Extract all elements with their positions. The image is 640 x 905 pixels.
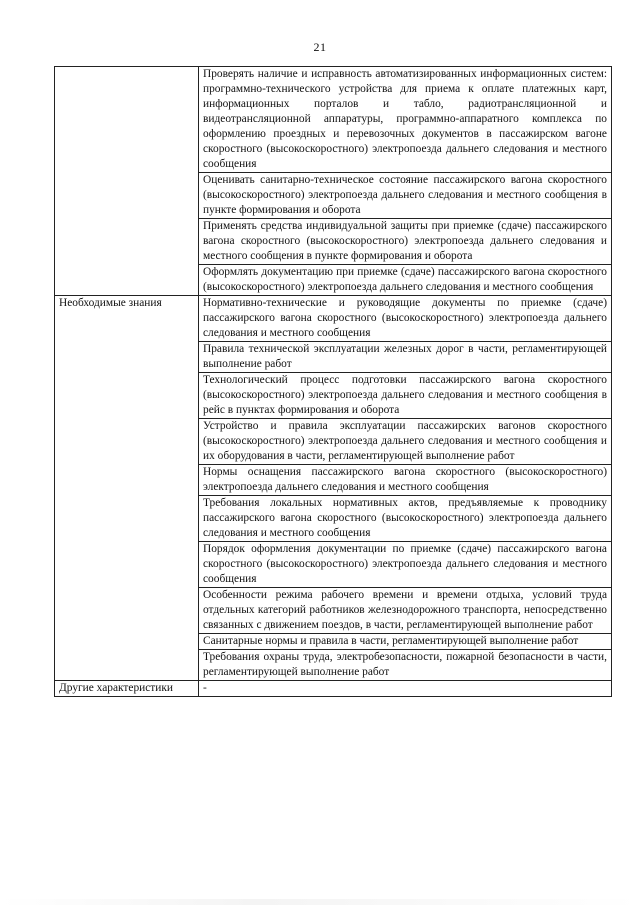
table-cell: Оформлять документацию при приемке (сдаче) пассажирского вагона скоростного (высокоскоростного) электропоезда дальнего следования и местного сообщения bbox=[199, 265, 612, 296]
table-row bbox=[55, 296, 612, 342]
page-number: 21 bbox=[313, 40, 327, 54]
table-cell: - bbox=[199, 681, 612, 697]
table-cell: Санитарные нормы и правила в части, регламентирующей выполнение работ bbox=[199, 634, 612, 650]
table-cell: Требования охраны труда, электробезопасности, пожарной безопасности в части, регламентирующей выполнение работ bbox=[199, 650, 612, 681]
row-label bbox=[55, 67, 199, 296]
row-label-other: Другие характеристики bbox=[55, 681, 199, 697]
table-cell: Применять средства индивидуальной защиты при приемке (сдаче) пассажирского вагона скоростного (высокоскоростного) электропоезда дальнего следования и местного сообщения в пункте формирования и оборота bbox=[199, 219, 612, 265]
table-cell: Нормы оснащения пассажирского вагона скоростного (высокоскоростного) электропоезда дальнего следования и местного сообщения bbox=[199, 465, 612, 496]
table-cell: Требования локальных нормативных актов, предъявляемые к проводнику пассажирского вагона скоростного (высокоскоростного) электропоезда дальнего следования и местного сообщения bbox=[199, 496, 612, 542]
table-cell: Устройство и правила эксплуатации пассажирских вагонов скоростного (высокоскоростного) электропоезда дальнего следования и местного сообщения и их оборудования в части, регламентирующей выполнение работ bbox=[199, 419, 612, 465]
row-label-knowledge: Необходимые знания bbox=[55, 296, 199, 681]
table-cell: Правила технической эксплуатации железных дорог в части, регламентирующей выполнение работ bbox=[199, 342, 612, 373]
table-row bbox=[55, 681, 612, 697]
table-cell: Технологический процесс подготовки пассажирского вагона скоростного (высокоскоростного) электропоезда дальнего следования и местного сообщения в рейс в пунктах формирования и оборота bbox=[199, 373, 612, 419]
table-cell: Особенности режима рабочего времени и времени отдыха, условий труда отдельных категорий работников железнодорожного транспорта, непосредственно связанных с движением поездов, в части, регламентирующей выполнение работ bbox=[199, 588, 612, 634]
table-cell: Проверять наличие и исправность автоматизированных информационных систем: программно-технического устройства для приема к оплате платежных карт, информационных порталов и табло, радиотрансляционной и видеотрансляционной аппаратуры, программно-аппаратного комплекса по оформлению проездных и перевозочных документов в пассажирском вагоне скоростного (высокоскоростного) электропоезда дальнего следования и местного сообщения bbox=[199, 67, 612, 173]
table-cell: Нормативно-технические и руководящие документы по приемке (сдаче) пассажирского вагона скоростного (высокоскоростного) электропоезда дальнего следования и местного сообщения bbox=[199, 296, 612, 342]
table-row bbox=[55, 67, 612, 173]
scan-edge bbox=[0, 899, 640, 905]
table-cell: Оценивать санитарно-техническое состояние пассажирского вагона скоростного (высокоскоростного) электропоезда дальнего следования и местного сообщения в пункте формирования и оборота bbox=[199, 173, 612, 219]
requirements-table bbox=[54, 66, 612, 697]
table-cell: Порядок оформления документации по приемке (сдаче) пассажирского вагона скоростного (высокоскоростного) электропоезда дальнего следования и местного сообщения bbox=[199, 542, 612, 588]
